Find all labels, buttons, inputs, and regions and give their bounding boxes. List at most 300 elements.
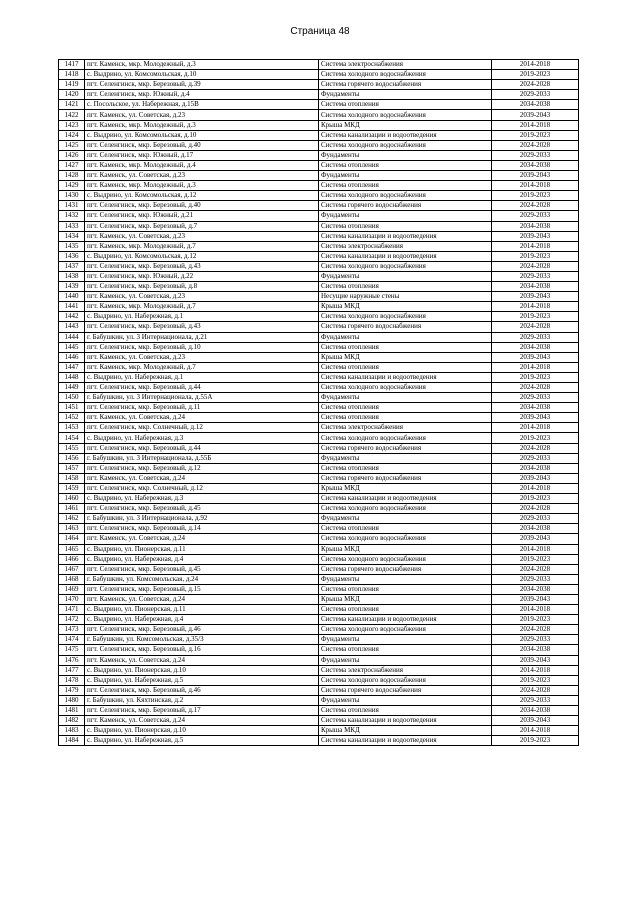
period-cell: 2019-2023	[492, 675, 579, 685]
system-cell: Система отопления	[319, 706, 492, 716]
period-cell: 2029-2033	[492, 211, 579, 221]
period-cell: 2034-2038	[492, 160, 579, 170]
period-cell: 2029-2033	[492, 635, 579, 645]
table-row	[59, 594, 579, 604]
period-cell: 2019-2023	[492, 312, 579, 322]
system-cell: Система отопления	[319, 221, 492, 231]
table-row	[59, 181, 579, 191]
period-cell: 2024-2028	[492, 504, 579, 514]
period-cell: 2029-2033	[492, 514, 579, 524]
table-row	[59, 322, 579, 332]
address-cell: с. Выдрино, ул. Набережная, д.1	[85, 312, 319, 322]
table-row	[59, 70, 579, 80]
table-row	[59, 383, 579, 393]
address-cell: пгт. Селенгинск, мкр. Березовый, д.17	[85, 706, 319, 716]
system-cell: Система горячего водоснабжения	[319, 80, 492, 90]
table-row	[59, 453, 579, 463]
system-cell: Система холодного водоснабжения	[319, 140, 492, 150]
table-row	[59, 282, 579, 292]
period-cell: 2034-2038	[492, 706, 579, 716]
system-cell: Фундаменты	[319, 514, 492, 524]
address-cell: пгт. Каменск, ул. Советская, д.23	[85, 231, 319, 241]
table-row	[59, 544, 579, 554]
period-cell: 2034-2038	[492, 221, 579, 231]
system-cell: Система горячего водоснабжения	[319, 473, 492, 483]
system-cell: Система отопления	[319, 605, 492, 615]
system-cell: Система холодного водоснабжения	[319, 554, 492, 564]
row-number: 1468	[59, 574, 85, 584]
address-cell: пгт. Селенгинск, мкр. Березовый, д.44	[85, 443, 319, 453]
address-cell: пгт. Селенгинск, мкр. Южный, д.4	[85, 90, 319, 100]
system-cell: Система горячего водоснабжения	[319, 322, 492, 332]
period-cell: 2034-2038	[492, 584, 579, 594]
address-cell: пгт. Каменск, ул. Советская, д.24	[85, 594, 319, 604]
period-cell: 2034-2038	[492, 645, 579, 655]
row-number: 1463	[59, 524, 85, 534]
address-cell: пгт. Селенгинск, мкр. Березовый, д.15	[85, 584, 319, 594]
table-row	[59, 483, 579, 493]
table-row	[59, 393, 579, 403]
address-cell: пгт. Каменск, ул. Советская, д.24	[85, 473, 319, 483]
address-cell: пгт. Селенгинск, мкр. Южный, д.21	[85, 211, 319, 221]
address-cell: пгт. Каменск, ул. Советская, д.23	[85, 292, 319, 302]
period-cell: 2039-2043	[492, 231, 579, 241]
system-cell: Система отопления	[319, 524, 492, 534]
period-cell: 2024-2028	[492, 201, 579, 211]
system-cell: Фундаменты	[319, 332, 492, 342]
system-cell: Система канализации и водоотведения	[319, 615, 492, 625]
system-cell: Крыша МКД	[319, 726, 492, 736]
period-cell: 2029-2033	[492, 90, 579, 100]
system-cell: Система отопления	[319, 362, 492, 372]
table-row	[59, 171, 579, 181]
period-cell: 2024-2028	[492, 564, 579, 574]
period-cell: 2039-2043	[492, 292, 579, 302]
address-cell: пгт. Каменск, мкр. Молодежный, д.3	[85, 181, 319, 191]
period-cell: 2014-2018	[492, 605, 579, 615]
period-cell: 2019-2023	[492, 433, 579, 443]
system-cell: Крыша МКД	[319, 120, 492, 130]
registry-table-body	[59, 60, 579, 746]
row-number: 1441	[59, 302, 85, 312]
row-number: 1475	[59, 645, 85, 655]
row-number: 1421	[59, 100, 85, 110]
system-cell: Фундаменты	[319, 635, 492, 645]
period-cell: 2039-2043	[492, 413, 579, 423]
period-cell: 2024-2028	[492, 140, 579, 150]
table-row	[59, 564, 579, 574]
system-cell: Система холодного водоснабжения	[319, 191, 492, 201]
address-cell: пгт. Селенгинск, мкр. Березовый, д.40	[85, 140, 319, 150]
period-cell: 2029-2033	[492, 695, 579, 705]
table-row	[59, 554, 579, 564]
table-row	[59, 413, 579, 423]
table-row	[59, 504, 579, 514]
system-cell: Система электроснабжения	[319, 423, 492, 433]
address-cell: пгт. Селенгинск, мкр. Березовый, д.43	[85, 322, 319, 332]
row-number: 1466	[59, 554, 85, 564]
address-cell: пгт. Селенгинск, мкр. Солнечный, д.12	[85, 423, 319, 433]
period-cell: 2019-2023	[492, 494, 579, 504]
row-number: 1424	[59, 130, 85, 140]
table-row	[59, 251, 579, 261]
period-cell: 2024-2028	[492, 625, 579, 635]
address-cell: пгт. Селенгинск, мкр. Березовый, д.46	[85, 625, 319, 635]
period-cell: 2034-2038	[492, 282, 579, 292]
table-row	[59, 524, 579, 534]
address-cell: пгт. Селенгинск, мкр. Березовый, д.45	[85, 564, 319, 574]
table-row	[59, 372, 579, 382]
period-cell: 2034-2038	[492, 100, 579, 110]
system-cell: Система канализации и водоотведения	[319, 494, 492, 504]
system-cell: Крыша МКД	[319, 544, 492, 554]
period-cell: 2039-2043	[492, 110, 579, 120]
period-cell: 2014-2018	[492, 60, 579, 70]
table-row	[59, 706, 579, 716]
table-row	[59, 332, 579, 342]
table-row	[59, 90, 579, 100]
address-cell: пгт. Селенгинск, мкр. Солнечный, д.12	[85, 483, 319, 493]
row-number: 1428	[59, 171, 85, 181]
address-cell: с. Выдрино, ул. Пионерская, д.10	[85, 665, 319, 675]
period-cell: 2014-2018	[492, 726, 579, 736]
address-cell: пгт. Селенгинск, мкр. Березовый, д.40	[85, 201, 319, 211]
system-cell: Система канализации и водоотведения	[319, 372, 492, 382]
row-number: 1482	[59, 716, 85, 726]
row-number: 1427	[59, 160, 85, 170]
address-cell: пгт. Каменск, ул. Советская, д.24	[85, 413, 319, 423]
row-number: 1474	[59, 635, 85, 645]
row-number: 1457	[59, 463, 85, 473]
row-number: 1461	[59, 504, 85, 514]
row-number: 1460	[59, 494, 85, 504]
system-cell: Крыша МКД	[319, 483, 492, 493]
system-cell: Система отопления	[319, 282, 492, 292]
system-cell: Система канализации и водоотведения	[319, 130, 492, 140]
table-row	[59, 211, 579, 221]
system-cell: Фундаменты	[319, 150, 492, 160]
row-number: 1440	[59, 292, 85, 302]
table-row	[59, 635, 579, 645]
period-cell: 2019-2023	[492, 191, 579, 201]
address-cell: с. Выдрино, ул. Пионерская, д.11	[85, 544, 319, 554]
table-row	[59, 403, 579, 413]
table-row	[59, 201, 579, 211]
address-cell: с. Выдрино, ул. Набережная, д.3	[85, 433, 319, 443]
system-cell: Система отопления	[319, 413, 492, 423]
row-number: 1449	[59, 383, 85, 393]
address-cell: пгт. Селенгинск, мкр. Березовый, д.11	[85, 403, 319, 413]
period-cell: 2014-2018	[492, 120, 579, 130]
period-cell: 2019-2023	[492, 615, 579, 625]
row-number: 1437	[59, 261, 85, 271]
row-number: 1419	[59, 80, 85, 90]
period-cell: 2019-2023	[492, 554, 579, 564]
row-number: 1451	[59, 403, 85, 413]
system-cell: Система отопления	[319, 463, 492, 473]
period-cell: 2024-2028	[492, 443, 579, 453]
address-cell: с. Посольское, ул. Набережная, д.15В	[85, 100, 319, 110]
system-cell: Система холодного водоснабжения	[319, 383, 492, 393]
address-cell: пгт. Каменск, ул. Советская, д.24	[85, 534, 319, 544]
system-cell: Система канализации и водоотведения	[319, 251, 492, 261]
table-row	[59, 312, 579, 322]
period-cell: 2029-2033	[492, 393, 579, 403]
system-cell: Система отопления	[319, 100, 492, 110]
address-cell: пгт. Каменск, мкр. Молодежный, д.7	[85, 362, 319, 372]
row-number: 1448	[59, 372, 85, 382]
table-row	[59, 665, 579, 675]
system-cell: Система горячего водоснабжения	[319, 201, 492, 211]
table-row	[59, 221, 579, 231]
table-row	[59, 352, 579, 362]
row-number: 1438	[59, 271, 85, 281]
system-cell: Система электроснабжения	[319, 60, 492, 70]
row-number: 1454	[59, 433, 85, 443]
system-cell: Система канализации и водоотведения	[319, 736, 492, 746]
system-cell: Система горячего водоснабжения	[319, 564, 492, 574]
row-number: 1442	[59, 312, 85, 322]
row-number: 1426	[59, 150, 85, 160]
system-cell: Система холодного водоснабжения	[319, 110, 492, 120]
system-cell: Система холодного водоснабжения	[319, 625, 492, 635]
period-cell: 2034-2038	[492, 403, 579, 413]
row-number: 1465	[59, 544, 85, 554]
system-cell: Система горячего водоснабжения	[319, 685, 492, 695]
table-row	[59, 302, 579, 312]
period-cell: 2024-2028	[492, 261, 579, 271]
address-cell: пгт. Селенгинск, мкр. Березовый, д.45	[85, 504, 319, 514]
table-row	[59, 362, 579, 372]
address-cell: пгт. Каменск, мкр. Молодежный, д.3	[85, 120, 319, 130]
row-number: 1464	[59, 534, 85, 544]
table-row	[59, 574, 579, 584]
registry-table	[58, 59, 579, 746]
table-row	[59, 726, 579, 736]
address-cell: пгт. Каменск, ул. Советская, д.23	[85, 171, 319, 181]
period-cell: 2034-2038	[492, 524, 579, 534]
row-number: 1458	[59, 473, 85, 483]
system-cell: Система отопления	[319, 645, 492, 655]
system-cell: Фундаменты	[319, 211, 492, 221]
system-cell: Система канализации и водоотведения	[319, 231, 492, 241]
row-number: 1443	[59, 322, 85, 332]
system-cell: Фундаменты	[319, 574, 492, 584]
table-row	[59, 140, 579, 150]
system-cell: Система холодного водоснабжения	[319, 534, 492, 544]
row-number: 1418	[59, 70, 85, 80]
address-cell: с. Выдрино, ул. Набережная, д.3	[85, 494, 319, 504]
system-cell: Система электроснабжения	[319, 665, 492, 675]
system-cell: Фундаменты	[319, 393, 492, 403]
row-number: 1478	[59, 675, 85, 685]
row-number: 1444	[59, 332, 85, 342]
period-cell: 2039-2043	[492, 534, 579, 544]
table-row	[59, 261, 579, 271]
row-number: 1420	[59, 90, 85, 100]
period-cell: 2039-2043	[492, 473, 579, 483]
table-row	[59, 615, 579, 625]
table-row	[59, 433, 579, 443]
period-cell: 2019-2023	[492, 251, 579, 261]
row-number: 1455	[59, 443, 85, 453]
table-row	[59, 191, 579, 201]
table-row	[59, 685, 579, 695]
address-cell: пгт. Селенгинск, мкр. Березовый, д.43	[85, 261, 319, 271]
table-row	[59, 342, 579, 352]
row-number: 1476	[59, 655, 85, 665]
address-cell: пгт. Каменск, ул. Советская, д.23	[85, 110, 319, 120]
period-cell: 2034-2038	[492, 463, 579, 473]
period-cell: 2014-2018	[492, 241, 579, 251]
address-cell: пгт. Селенгинск, мкр. Березовый, д.44	[85, 383, 319, 393]
row-number: 1459	[59, 483, 85, 493]
period-cell: 2024-2028	[492, 383, 579, 393]
period-cell: 2014-2018	[492, 362, 579, 372]
system-cell: Система холодного водоснабжения	[319, 675, 492, 685]
system-cell: Фундаменты	[319, 90, 492, 100]
period-cell: 2029-2033	[492, 271, 579, 281]
table-row	[59, 443, 579, 453]
address-cell: пгт. Каменск, мкр. Молодежный, д.7	[85, 302, 319, 312]
table-row	[59, 150, 579, 160]
table-row	[59, 100, 579, 110]
row-number: 1435	[59, 241, 85, 251]
address-cell: пгт. Селенгинск, мкр. Южный, д.22	[85, 271, 319, 281]
row-number: 1473	[59, 625, 85, 635]
table-row	[59, 423, 579, 433]
row-number: 1462	[59, 514, 85, 524]
address-cell: пгт. Каменск, мкр. Молодежный, д.7	[85, 241, 319, 251]
period-cell: 2024-2028	[492, 80, 579, 90]
address-cell: пгт. Селенгинск, мкр. Южный, д.17	[85, 150, 319, 160]
row-number: 1433	[59, 221, 85, 231]
system-cell: Система холодного водоснабжения	[319, 70, 492, 80]
page-title: Страница 48	[290, 26, 350, 37]
address-cell: с. Выдрино, ул. Набережная, д.1	[85, 372, 319, 382]
table-row	[59, 160, 579, 170]
table-row	[59, 675, 579, 685]
table-row	[59, 130, 579, 140]
table-row	[59, 60, 579, 70]
system-cell: Фундаменты	[319, 171, 492, 181]
period-cell: 2014-2018	[492, 302, 579, 312]
row-number: 1422	[59, 110, 85, 120]
address-cell: с. Выдрино, ул. Набережная, д.4	[85, 615, 319, 625]
address-cell: пгт. Селенгинск, мкр. Березовый, д.7	[85, 221, 319, 231]
period-cell: 2019-2023	[492, 130, 579, 140]
system-cell: Крыша МКД	[319, 352, 492, 362]
system-cell: Фундаменты	[319, 271, 492, 281]
address-cell: пгт. Каменск, ул. Советская, д.24	[85, 716, 319, 726]
period-cell: 2019-2023	[492, 736, 579, 746]
row-number: 1434	[59, 231, 85, 241]
row-number: 1469	[59, 584, 85, 594]
address-cell: г. Бабушкин, ул. Кяхтинская, д.2	[85, 695, 319, 705]
row-number: 1430	[59, 191, 85, 201]
system-cell: Система горячего водоснабжения	[319, 443, 492, 453]
row-number: 1484	[59, 736, 85, 746]
address-cell: пгт. Селенгинск, мкр. Березовый, д.16	[85, 645, 319, 655]
address-cell: г. Бабушкин, ул. 3 Интернационала, д.92	[85, 514, 319, 524]
row-number: 1423	[59, 120, 85, 130]
row-number: 1481	[59, 706, 85, 716]
table-row	[59, 584, 579, 594]
row-number: 1483	[59, 726, 85, 736]
address-cell: с. Выдрино, ул. Набережная, д.5	[85, 675, 319, 685]
period-cell: 2029-2033	[492, 453, 579, 463]
period-cell: 2029-2033	[492, 332, 579, 342]
table-row	[59, 231, 579, 241]
address-cell: пгт. Селенгинск, мкр. Березовый, д.12	[85, 463, 319, 473]
table-row	[59, 271, 579, 281]
period-cell: 2039-2043	[492, 655, 579, 665]
period-cell: 2019-2023	[492, 372, 579, 382]
address-cell: пгт. Каменск, мкр. Молодежный, д.3	[85, 60, 319, 70]
address-cell: г. Бабушкин, ул. 3 Интернационала, д.55А	[85, 393, 319, 403]
period-cell: 2019-2023	[492, 70, 579, 80]
system-cell: Фундаменты	[319, 695, 492, 705]
row-number: 1480	[59, 695, 85, 705]
system-cell: Система отопления	[319, 342, 492, 352]
table-row	[59, 241, 579, 251]
table-row	[59, 605, 579, 615]
period-cell: 2014-2018	[492, 665, 579, 675]
row-number: 1431	[59, 201, 85, 211]
address-cell: г. Бабушкин, ул. Комсомольская, д.24	[85, 574, 319, 584]
address-cell: пгт. Селенгинск, мкр. Березовый, д.46	[85, 685, 319, 695]
system-cell: Система электроснабжения	[319, 241, 492, 251]
table-row	[59, 514, 579, 524]
row-number: 1471	[59, 605, 85, 615]
table-row	[59, 110, 579, 120]
system-cell: Система холодного водоснабжения	[319, 504, 492, 514]
address-cell: пгт. Селенгинск, мкр. Березовый, д.10	[85, 342, 319, 352]
period-cell: 2014-2018	[492, 483, 579, 493]
address-cell: г. Бабушкин, ул. 3 Интернационала, д.55Б	[85, 453, 319, 463]
address-cell: с. Выдрино, ул. Комсомольская, д.10	[85, 70, 319, 80]
period-cell: 2039-2043	[492, 716, 579, 726]
period-cell: 2024-2028	[492, 685, 579, 695]
system-cell: Система холодного водоснабжения	[319, 261, 492, 271]
row-number: 1456	[59, 453, 85, 463]
address-cell: пгт. Каменск, мкр. Молодежный, д.4	[85, 160, 319, 170]
row-number: 1447	[59, 362, 85, 372]
row-number: 1446	[59, 352, 85, 362]
period-cell: 2034-2038	[492, 342, 579, 352]
row-number: 1467	[59, 564, 85, 574]
system-cell: Система холодного водоснабжения	[319, 433, 492, 443]
address-cell: с. Выдрино, ул. Пионерская, д.10	[85, 726, 319, 736]
period-cell: 2039-2043	[492, 171, 579, 181]
address-cell: пгт. Каменск, ул. Советская, д.23	[85, 352, 319, 362]
address-cell: г. Бабушкин, ул. Комсомольская, д.35/3	[85, 635, 319, 645]
address-cell: г. Бабушкин, ул. 3 Интернационала, д.21	[85, 332, 319, 342]
row-number: 1477	[59, 665, 85, 675]
row-number: 1436	[59, 251, 85, 261]
system-cell: Система отопления	[319, 181, 492, 191]
row-number: 1429	[59, 181, 85, 191]
system-cell: Фундаменты	[319, 655, 492, 665]
address-cell: с. Выдрино, ул. Набережная, д.5	[85, 736, 319, 746]
table-row	[59, 655, 579, 665]
system-cell: Система отопления	[319, 160, 492, 170]
period-cell: 2029-2033	[492, 574, 579, 584]
table-row	[59, 80, 579, 90]
table-row	[59, 494, 579, 504]
system-cell: Несущие наружные стены	[319, 292, 492, 302]
row-number: 1450	[59, 393, 85, 403]
